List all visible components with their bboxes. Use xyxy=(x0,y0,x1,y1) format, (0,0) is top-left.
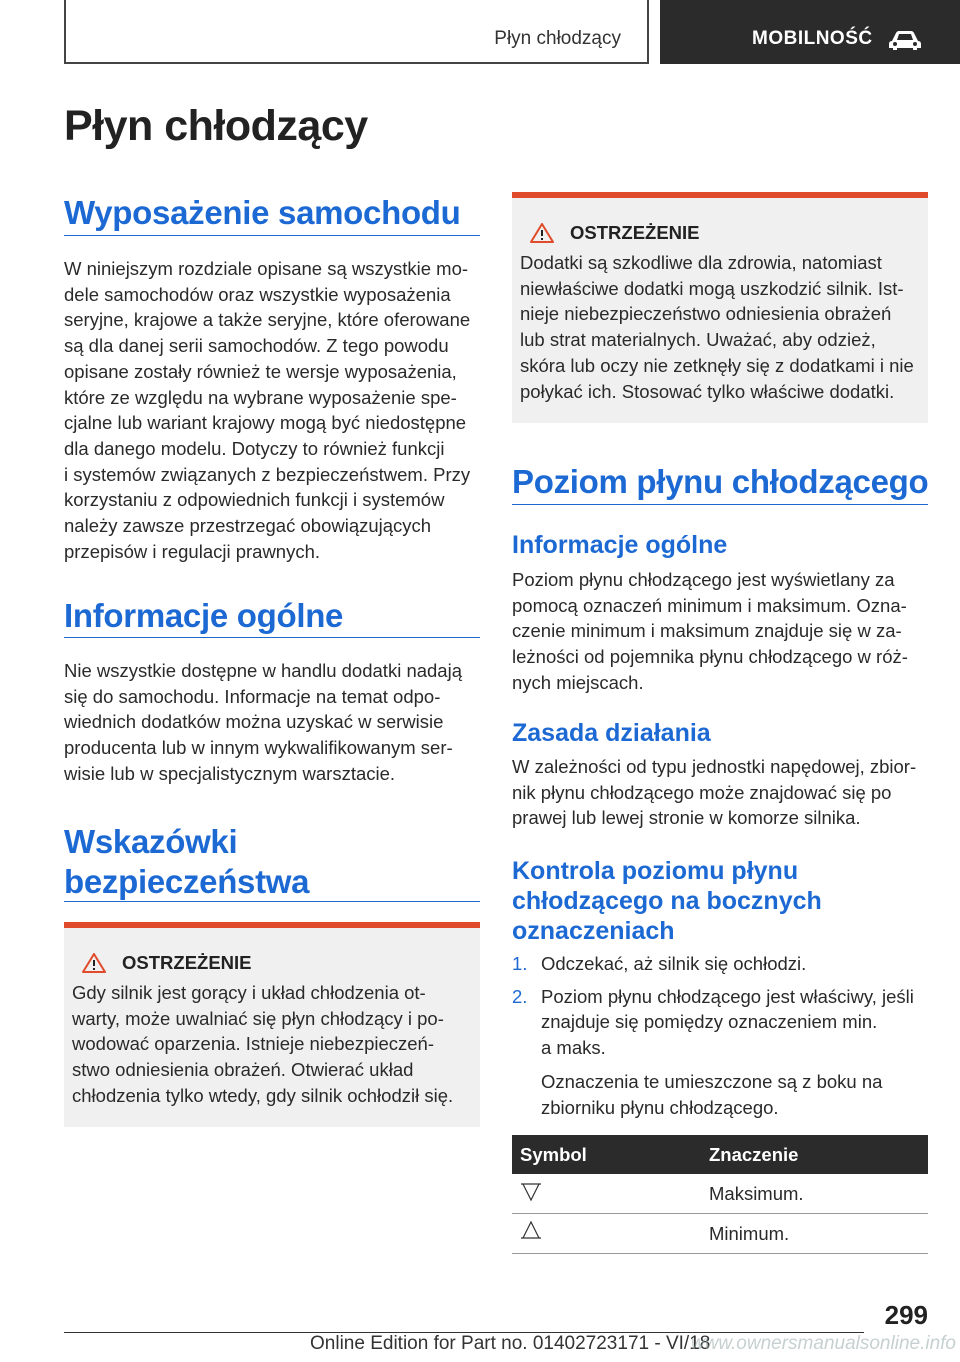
footer-watermark: www.ownersmanualsonline.info xyxy=(690,1333,956,1354)
warning-triangle-icon xyxy=(82,953,106,973)
section-title-safety: Wskazówki bezpieczeństwa xyxy=(64,823,310,900)
subsection-title-check-level: Kontrola poziomu płynu chłodzącego na bocznych oznaczeniach xyxy=(512,857,822,945)
section-title-general: Informacje ogólne xyxy=(64,597,344,634)
warning-title: OSTRZEŻENIE xyxy=(570,222,700,243)
section-title-coolant-level: Poziom płynu chłodzącego xyxy=(512,463,929,500)
section-title-equipment: Wyposażenie samochodu xyxy=(64,194,461,231)
table-row xyxy=(512,1214,928,1254)
subsection-title-general: Informacje ogólne xyxy=(512,531,728,559)
coolant-general-text: Poziom płynu chłodzącego jest wyświetlany za pomocą oznaczeń minimum i maksimum. Ozna- czenie minimum i maksimum znajduje się w za- leżności od pojemnika płynu chłodzącego w róż- nych miejscach. xyxy=(512,569,908,693)
warning-text: Gdy silnik jest gorący i układ chłodzenia ot- warty, może uwalniać się płyn chłodzący i po- wodować oparzenia. Istnieje niebezpieczeń- stwo odniesienia obrażeń. Otwierać układ chłodzenia tylko wtedy, gdy silnik ochłodził się. xyxy=(72,982,454,1106)
page-number: 299 xyxy=(884,1300,928,1330)
min-mark-icon xyxy=(520,1220,542,1242)
page-title: Płyn chłodzący xyxy=(64,102,368,150)
header-section-title: Płyn chłodzący xyxy=(494,28,621,49)
subsection-title-principle: Zasada działania xyxy=(512,719,711,747)
general-text: Nie wszystkie dostępne w handlu dodatki nadają się do samochodu. Informacje na temat odpo- wiednich dodatków można uzyskać w serwisie producenta lub w innym wykwalifikowanym ser- wisie lub w specjalistycznym warsztacie. xyxy=(64,660,462,784)
steps-list xyxy=(512,951,928,1127)
warning-box-hot-engine xyxy=(64,922,480,1127)
equipment-text: W niniejszym rozdziale opisane są wszystkie mo- dele samochodów oraz wszystkie wyposażenia seryjne, krajowe a także seryjne, które oferowane są dla danej serii samochodów. Z tego powodu opisane zostały również te wersje wyposażenia, które ze względu na wybrane wyposażenie spe- cjalne lub wariant krajowy mogą być niedostępne dla danego modelu. Dotyczy to również funkcji i systemów związanych z bezpieczeństwem. Przy korzystaniu z odpowiednich funkcji i systemów należy zawsze przestrzegać obowiązujących przepisów i regulacji prawnych. xyxy=(64,258,471,562)
header-chapter-tab[interactable] xyxy=(660,0,960,64)
warning-title: OSTRZEŻENIE xyxy=(122,952,252,973)
section-rule xyxy=(64,637,480,638)
section-rule xyxy=(64,901,480,902)
list-item xyxy=(512,984,928,1121)
section-rule xyxy=(512,504,928,505)
warning-triangle-icon xyxy=(530,223,554,243)
section-rule xyxy=(64,235,480,236)
list-item xyxy=(512,951,928,977)
warning-text: Dodatki są szkodliwe dla zdrowia, natomiast niewłaściwe dodatki mogą uszkodzić silnik. Ist- nieje niebezpieczeństwo odniesienia obrażeń lub strat materialnych. Uważać, aby odzież, skóra lub oczy nie zetknęły się z dodatkami i nie połykać ich. Stosować tylko właściwe dodatki. xyxy=(520,252,914,402)
table-header-symbol: Symbol xyxy=(512,1135,701,1174)
symbol-table xyxy=(512,1135,928,1254)
table-cell-symbol xyxy=(512,1214,701,1254)
table-header-row xyxy=(512,1135,928,1174)
table-header-meaning: Znaczenie xyxy=(701,1135,928,1174)
step-text: Poziom płynu chłodzącego jest właściwy, jeśli znajduje się pomiędzy oznaczeniem min. a maks. xyxy=(541,985,914,1059)
table-row xyxy=(512,1174,928,1214)
table-cell-symbol xyxy=(512,1174,701,1214)
max-mark-icon xyxy=(520,1180,542,1202)
table-cell-meaning: Minimum. xyxy=(701,1214,928,1254)
warning-box-additives xyxy=(512,192,928,423)
step-number: 1. xyxy=(512,953,528,974)
step-text: Odczekać, aż silnik się ochłodzi. xyxy=(541,953,807,974)
step-note: Oznaczenia te umieszczone są z boku na zbiorniku płynu chłodzącego. xyxy=(541,1070,883,1118)
header-section-box xyxy=(64,0,649,64)
step-number: 2. xyxy=(512,985,528,1007)
footer-edition: Online Edition for Part no. 01402723171 - VI/18 xyxy=(310,1333,711,1354)
header-chapter-label: MOBILNOŚĆ xyxy=(752,28,873,49)
car-icon xyxy=(888,29,922,51)
table-cell-meaning: Maksimum. xyxy=(701,1174,928,1214)
principle-text: W zależności od typu jednostki napędowej, zbior- nik płynu chłodzącego może znajdować się po prawej lub lewej stronie w komorze silnika. xyxy=(512,756,917,829)
